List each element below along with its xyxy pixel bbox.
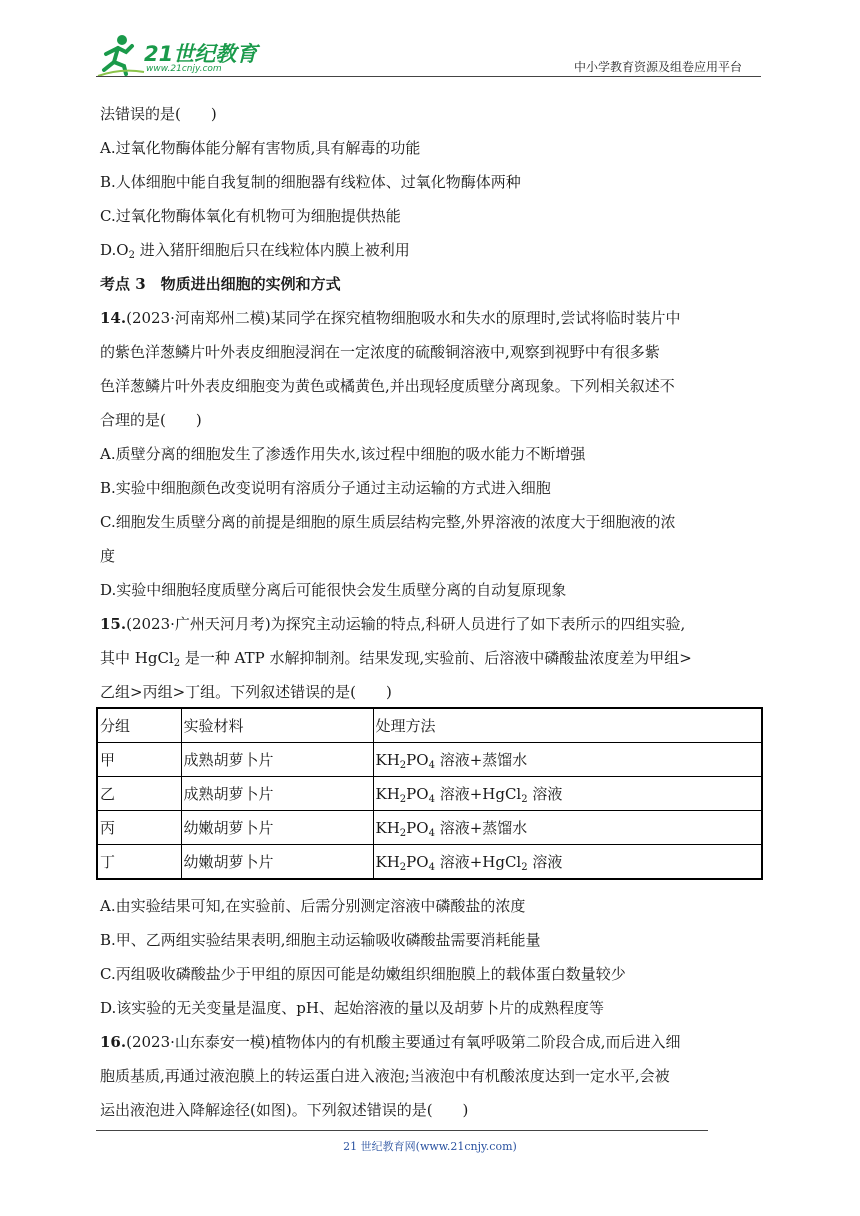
group-cell: 乙 <box>97 777 181 811</box>
subscript: 4 <box>428 793 435 805</box>
column-header: 分组 <box>97 708 181 743</box>
page-footer: 21 世纪教育网(www.21cnjy.com) <box>343 1140 517 1153</box>
option-d: D.该实验的无关变量是温度、pH、起始溶液的量以及胡萝卜片的成熟程度等 <box>100 999 604 1017</box>
section-heading: 考点 3 物质进出细胞的实例和方式 <box>100 275 341 293</box>
text-span: PO <box>406 852 429 871</box>
option-b: B.甲、乙两组实验结果表明,细胞主动运输吸收磷酸盐需要消耗能量 <box>100 931 541 949</box>
text-span: 进入猪肝细胞后只在线粒体内膜上被利用 <box>139 241 410 259</box>
question-16 <box>100 1032 681 1052</box>
treatment-cell <box>373 777 762 811</box>
text-span: (2023·广州天河月考)为探究主动运输的特点,科研人员进行了如下表所示的四组实验, <box>126 615 686 633</box>
subscript: 2 <box>173 658 181 669</box>
text-span: 溶液+蒸馏水 <box>434 750 528 769</box>
table-row <box>97 743 762 777</box>
table-row <box>97 845 762 880</box>
text-span: 溶液+HgCl <box>434 784 522 803</box>
text-span: 溶液+HgCl <box>434 852 522 871</box>
question-number: 15. <box>100 615 127 633</box>
group-cell: 甲 <box>97 743 181 777</box>
text-span: KH <box>375 818 400 837</box>
text-span: D.O <box>100 241 129 259</box>
subscript: 4 <box>428 861 435 873</box>
text-span: PO <box>406 818 429 837</box>
logo-url: www.21cnjy.com <box>146 64 222 74</box>
group-cell: 丙 <box>97 811 181 845</box>
question-14 <box>100 308 681 328</box>
option-d: D.实验中细胞轻度质壁分离后可能很快会发生质壁分离的自动复原现象 <box>100 581 567 599</box>
option-b: B.实验中细胞颜色改变说明有溶质分子通过主动运输的方式进入细胞 <box>100 479 551 497</box>
text-line: 的紫色洋葱鳞片叶外表皮细胞浸润在一定浓度的硫酸铜溶液中,观察到视野中有很多紫 <box>100 343 660 361</box>
text-line: 度 <box>100 547 116 565</box>
page-header <box>0 0 860 90</box>
runner-logo-icon <box>96 32 146 78</box>
subscript: 4 <box>428 759 435 771</box>
question-number: 16. <box>100 1033 127 1051</box>
text-line: 色洋葱鳞片叶外表皮细胞变为黄色或橘黄色,并出现轻度质壁分离现象。下列相关叙述不 <box>100 377 675 395</box>
option-c: C.丙组吸收磷酸盐少于甲组的原因可能是幼嫩组织细胞膜上的载体蛋白数量较少 <box>100 965 626 983</box>
treatment-cell <box>373 811 762 845</box>
platform-name: 中小学教育资源及组卷应用平台 <box>574 60 743 74</box>
group-cell: 丁 <box>97 845 181 880</box>
subscript: 2 <box>399 827 407 839</box>
option-a: A.过氧化物酶体能分解有害物质,具有解毒的功能 <box>100 139 421 157</box>
option-b: B.人体细胞中能自我复制的细胞器有线粒体、过氧化物酶体两种 <box>100 173 521 191</box>
text-span: 溶液 <box>527 852 563 871</box>
text-span: PO <box>406 784 429 803</box>
table-row <box>97 777 762 811</box>
text-span: KH <box>375 784 400 803</box>
site-logo <box>96 32 266 82</box>
footer-divider <box>96 1130 708 1131</box>
option-a: A.由实验结果可知,在实验前、后需分别测定溶液中磷酸盐的浓度 <box>100 897 526 915</box>
column-header: 实验材料 <box>181 708 373 743</box>
text-span: (2023·河南郑州二模)某同学在探究植物细胞吸水和失水的原理时,尝试将临时装片中 <box>126 309 681 327</box>
text-line: 运出液泡进入降解途径(如图)。下列叙述错误的是( ) <box>100 1101 469 1119</box>
text-line: 乙组>丙组>丁组。下列叙述错误的是( ) <box>100 683 392 701</box>
question-15 <box>100 614 685 634</box>
text-line <box>100 648 692 674</box>
text-span: 溶液 <box>527 784 563 803</box>
text-line: 合理的是( ) <box>100 411 202 429</box>
option-c: C.细胞发生质壁分离的前提是细胞的原生质层结构完整,外界溶液的浓度大于细胞液的浓 <box>100 513 676 531</box>
text-line: 胞质基质,再通过液泡膜上的转运蛋白进入液泡;当液泡中有机酸浓度达到一定水平,会被 <box>100 1067 670 1085</box>
treatment-cell <box>373 743 762 777</box>
treatment-cell <box>373 845 762 880</box>
subscript: 4 <box>428 827 435 839</box>
material-cell: 幼嫩胡萝卜片 <box>181 811 373 845</box>
text-line: 法错误的是( ) <box>100 105 217 123</box>
subscript: 2 <box>399 793 407 805</box>
text-span: 是一种 ATP 水解抑制剂。结果发现,实验前、后溶液中磷酸盐浓度差为甲组> <box>180 649 692 667</box>
text-span: 溶液+蒸馏水 <box>434 818 528 837</box>
column-header: 处理方法 <box>373 708 762 743</box>
option-c: C.过氧化物酶体氧化有机物可为细胞提供热能 <box>100 207 401 225</box>
material-cell: 成熟胡萝卜片 <box>181 777 373 811</box>
text-span: (2023·山东泰安一模)植物体内的有机酸主要通过有氧呼吸第二阶段合成,而后进入细 <box>126 1033 681 1051</box>
question-number: 14. <box>100 309 127 327</box>
text-span: KH <box>375 852 400 871</box>
logo-text: 21世纪教育 <box>144 42 258 66</box>
option-d <box>100 240 410 266</box>
subscript: 2 <box>399 759 407 771</box>
header-divider <box>96 76 761 77</box>
subscript: 2 <box>521 793 528 805</box>
subscript: 2 <box>128 250 135 261</box>
table-header-row <box>97 708 762 743</box>
material-cell: 幼嫩胡萝卜片 <box>181 845 373 880</box>
text-span: 其中 HgCl <box>100 649 174 667</box>
subscript: 2 <box>399 861 407 873</box>
text-span: KH <box>375 750 400 769</box>
table-row <box>97 811 762 845</box>
experiment-table <box>96 707 763 880</box>
text-span: PO <box>406 750 429 769</box>
material-cell: 成熟胡萝卜片 <box>181 743 373 777</box>
option-a: A.质壁分离的细胞发生了渗透作用失水,该过程中细胞的吸水能力不断增强 <box>100 445 586 463</box>
subscript: 2 <box>521 861 528 873</box>
